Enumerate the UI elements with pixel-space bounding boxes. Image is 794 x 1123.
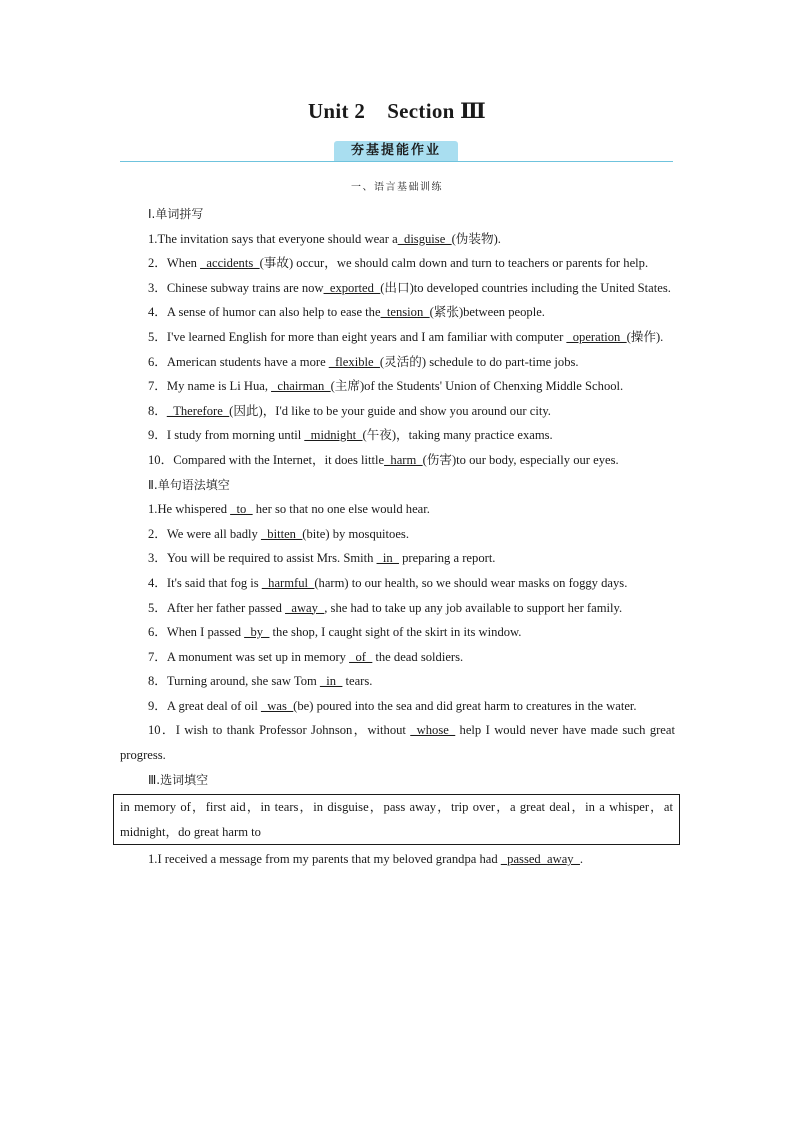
subheading: 一、语言基础训练 — [351, 182, 443, 193]
question-prompt: 5．After her father passed — [148, 600, 286, 615]
question-item — [120, 718, 675, 767]
title-section: Section Ⅲ — [387, 99, 487, 123]
title-unit: Unit 2 — [307, 99, 366, 123]
question-prompt: 10．Compared with the Internet，it does little — [148, 452, 385, 467]
question-rest: the shop, I caught sight of the skirt in its window. — [269, 625, 522, 640]
question-prompt: 7．My name is Li Hua, — [148, 379, 272, 394]
answer-blank: _by_ — [244, 625, 270, 640]
question-prompt: 6．When I passed — [148, 625, 245, 640]
question-item — [120, 399, 675, 424]
question-prompt: 2．We were all badly — [148, 526, 261, 541]
question-prompt: 8．Turning around, she saw Tom — [148, 674, 320, 689]
question-rest: (harm) to our health, so we should wear masks on foggy days. — [314, 575, 628, 590]
section-banner: 夯基提能作业 — [334, 141, 458, 161]
question-item — [120, 694, 675, 719]
answer-blank: _harm_ — [384, 452, 423, 467]
part2-list — [120, 497, 675, 768]
answer-blank: _away_, — [285, 600, 328, 615]
answer-blank: _midnight_ — [304, 428, 363, 443]
question-rest: (伪装物). — [451, 231, 501, 246]
question-prompt: 7．A monument was set up in memory — [148, 649, 350, 664]
question-item — [120, 448, 675, 473]
question-rest: her so that no one else would hear. — [252, 502, 430, 517]
question-rest: (主席)of the Students' Union of Chenxing Middle School. — [330, 379, 624, 394]
answer-blank: _bitten_ — [261, 526, 303, 541]
question-rest: (事故) occur，we should calm down and turn to teachers or parents for help. — [259, 256, 649, 271]
question-item — [120, 596, 675, 621]
answer-blank: _in_ — [376, 551, 399, 566]
question-rest: (因此)，I'd like to be your guide and show you around our city. — [229, 403, 551, 418]
question-prompt: 4．It's said that fog is — [148, 575, 262, 590]
question-prompt: 9．I study from morning until — [148, 428, 305, 443]
question-item — [120, 251, 675, 276]
answer-blank: _of_ — [349, 649, 373, 664]
question-rest: (操作). — [626, 329, 664, 344]
answer-blank: _accidents_ — [200, 256, 260, 271]
answer-blank: _operation_ — [566, 329, 627, 344]
answer-blank: _harmful_ — [261, 575, 315, 590]
question-prompt: 2．When — [148, 256, 201, 271]
answer-blank: _tension_ — [380, 305, 430, 320]
question-item — [120, 847, 675, 872]
question-rest: (be) poured into the sea and did great harm to creatures in the water. — [293, 698, 637, 713]
question-prompt: 3．You will be required to assist Mrs. Smith — [148, 551, 377, 566]
question-prompt: 9．A great deal of oil — [148, 698, 261, 713]
answer-blank: _was_ — [260, 698, 294, 713]
word-box: in memory of，first aid，in tears，in disguise，pass away，trip over，a great deal，in a whisper，at midnight，do great harm to — [113, 794, 680, 845]
question-item — [120, 227, 675, 252]
question-prompt: 3．Chinese subway trains are now — [148, 280, 324, 295]
question-prompt: 6．American students have a more — [148, 354, 329, 369]
question-prompt: 1.The invitation says that everyone should wear a — [148, 231, 398, 246]
answer-blank: _exported_ — [323, 280, 381, 295]
question-item — [120, 374, 675, 399]
part1-heading: Ⅰ.单词拼写 — [148, 207, 204, 221]
question-item — [120, 645, 675, 670]
page-title — [0, 98, 794, 124]
question-prompt: 4．A sense of humor can also help to ease the — [148, 305, 381, 320]
question-prompt: 1.He whispered — [148, 502, 231, 517]
question-item — [120, 423, 675, 448]
answer-blank: _to_ — [230, 502, 253, 517]
answer-blank: _in_ — [319, 674, 343, 689]
question-item — [120, 571, 675, 596]
question-item — [120, 300, 675, 325]
question-prompt: 1.I received a message from my parents that my beloved grandpa had — [148, 852, 501, 867]
question-rest: (紧张)between people. — [429, 305, 545, 320]
worksheet-content — [120, 202, 675, 872]
question-item — [120, 669, 675, 694]
question-rest: (灵活的) schedule to do part-time jobs. — [379, 354, 579, 369]
question-rest: (出口)to developed countries including the United States. — [380, 280, 671, 295]
answer-blank: _Therefore_ — [166, 403, 230, 418]
part1-list — [120, 227, 675, 473]
question-rest: (伤害)to our body, especially our eyes. — [422, 452, 619, 467]
question-rest: preparing a report. — [398, 551, 496, 566]
part3-list — [120, 847, 675, 872]
question-prompt: 8． — [148, 403, 167, 418]
question-rest: help I would never have made such great progress. — [120, 723, 675, 763]
banner-rule — [120, 161, 673, 162]
part2-heading: Ⅱ.单句语法填空 — [148, 477, 230, 492]
question-item — [120, 546, 675, 571]
question-rest: she had to take up any job available to support her family. — [327, 600, 623, 615]
question-item — [120, 276, 675, 301]
question-prompt: 5．I've learned English for more than eight years and I am familiar with computer — [148, 329, 567, 344]
answer-blank: _passed_away_ — [500, 852, 580, 867]
question-prompt: 10．I wish to thank Professor Johnson，without — [148, 723, 411, 738]
part3-heading: Ⅲ.选词填空 — [148, 772, 209, 787]
answer-blank: _disguise_ — [397, 231, 452, 246]
question-item — [120, 522, 675, 547]
question-rest: the dead soldiers. — [372, 649, 464, 664]
question-item — [120, 325, 675, 350]
answer-blank: _flexible_ — [328, 354, 380, 369]
question-rest: (午夜)，taking many practice exams. — [362, 428, 553, 443]
question-item — [120, 620, 675, 645]
answer-blank: _chairman_ — [271, 379, 331, 394]
question-rest: tears. — [342, 674, 373, 689]
question-item — [120, 350, 675, 375]
question-rest: (bite) by mosquitoes. — [302, 526, 409, 541]
answer-blank: _whose_ — [410, 723, 456, 738]
question-rest: . — [579, 852, 584, 867]
question-item — [120, 497, 675, 522]
